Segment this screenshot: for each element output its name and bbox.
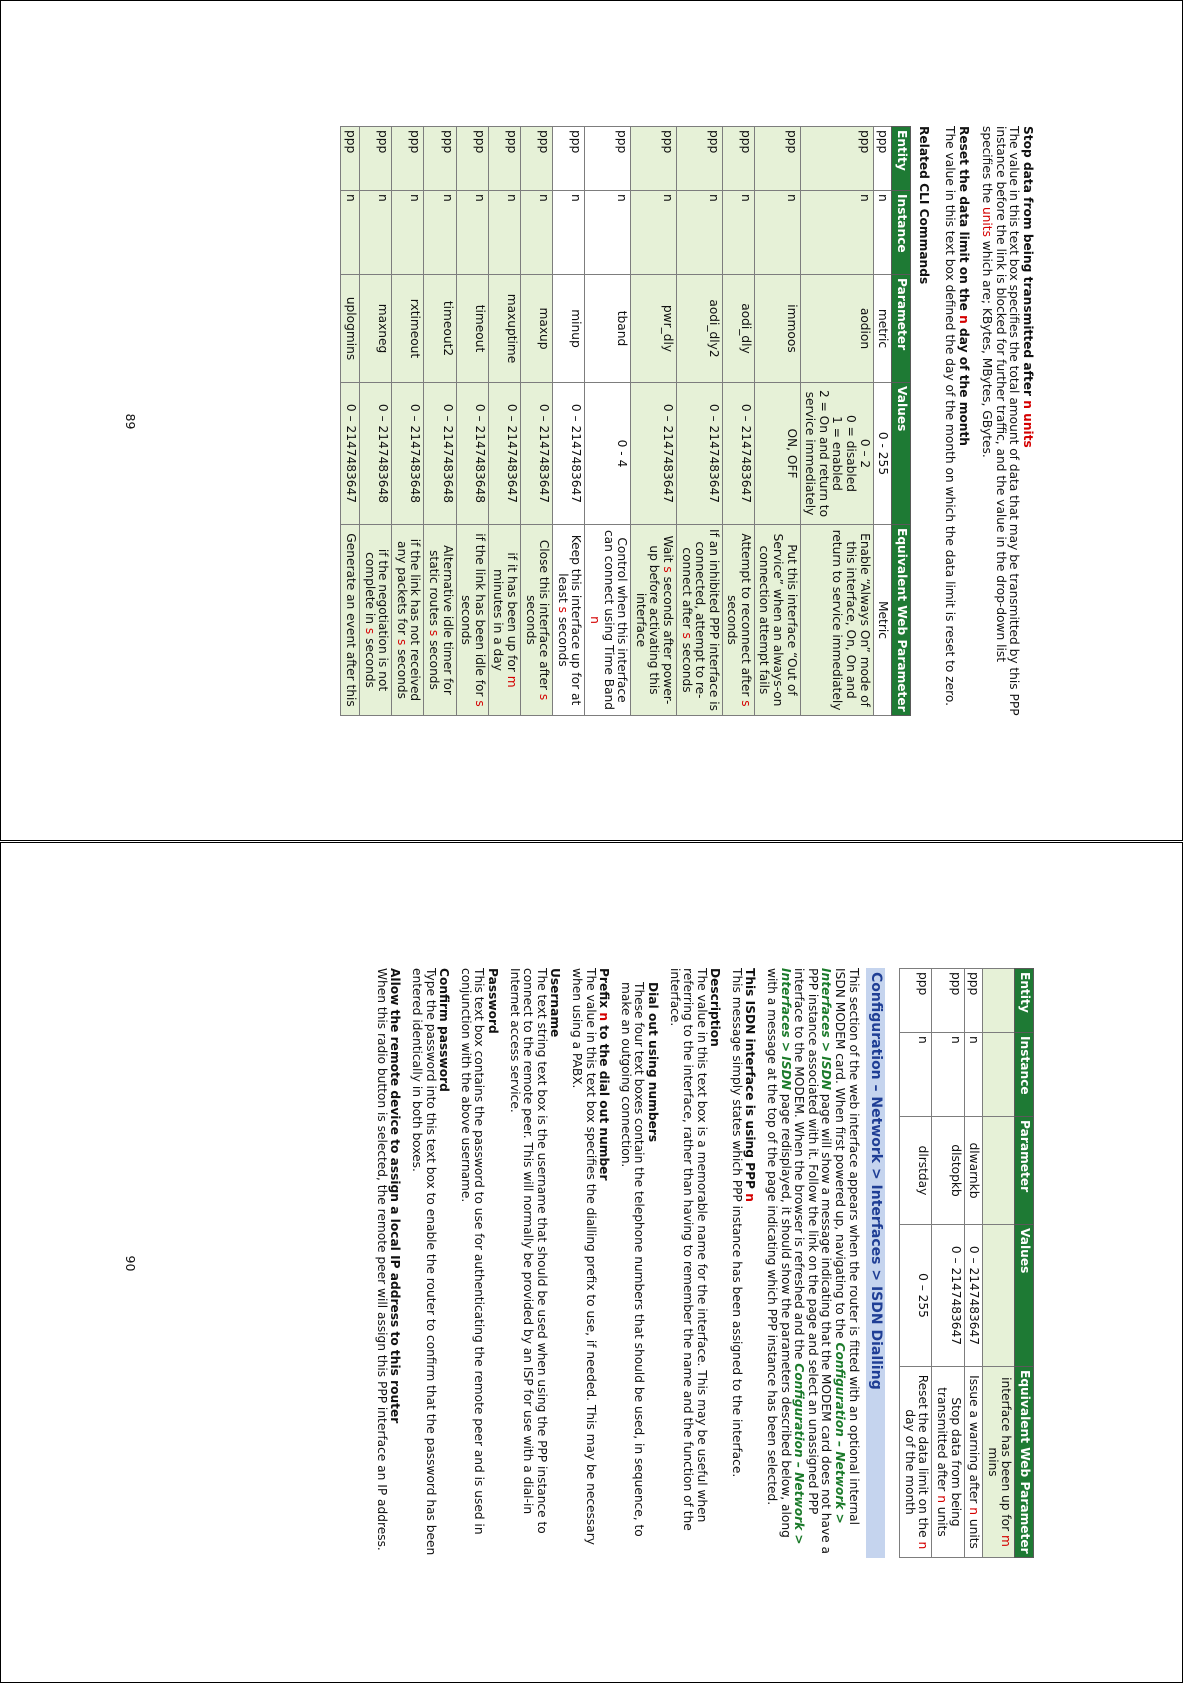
web-parameter-text: mins [985, 1447, 1000, 1477]
dialout-block [618, 982, 659, 1558]
cell-values [964, 1225, 983, 1367]
web-parameter-text: seconds [555, 613, 570, 667]
header-instance: Instance [1015, 1033, 1034, 1117]
cell-entity: ppp [964, 969, 983, 1033]
cell-entity: ppp [553, 127, 585, 191]
cell-web-parameter [488, 525, 520, 716]
header-web-parameter: Equivalent Web Parameter [892, 525, 911, 716]
cell-values [585, 383, 631, 525]
cell-parameter: pwr_dly [631, 275, 677, 383]
web-parameter-text: interface has been up for [999, 1377, 1014, 1536]
isdn-ppp-body: This message simply states which PPP instance has been assigned to the interface. [729, 968, 744, 1478]
stop-data-title-var: n [1021, 400, 1035, 409]
cell-value-line: 0 – 2 [857, 438, 872, 469]
reset-limit-title-var: n [956, 315, 971, 324]
web-parameter-text: s [537, 693, 552, 701]
web-parameter-text: Metric [876, 601, 891, 639]
cell-web-parameter [553, 525, 585, 716]
cell-web-parameter [424, 525, 456, 716]
web-parameter-text: Stop data from being transmitted after [935, 1387, 963, 1527]
web-parameter-text: seconds [362, 634, 377, 688]
web-parameter-text: seconds [427, 636, 442, 690]
allow-remote-ip-body: When this radio button is selected, the remote peer will assign this PPP interface an IP address. [374, 968, 389, 1551]
cell-values [631, 383, 677, 525]
cell-parameter: tband [585, 275, 631, 383]
web-parameter-text: minutes in a day [491, 569, 506, 671]
cell-values [488, 383, 520, 525]
cell-values [754, 383, 800, 525]
table-header-row [892, 127, 911, 716]
description-body: The value in this text box is a memorable name for the interface. This may be useful when referring to the interface, rather than having to remember the name and the function of the interface. [667, 968, 709, 1531]
cell-entity: ppp [631, 127, 677, 191]
cli-table-body [341, 127, 892, 716]
cell-value-line: 0 – 2147483648 [440, 403, 455, 504]
web-parameter-text: s [555, 606, 570, 613]
cell-parameter: timeout2 [424, 275, 456, 383]
cell-values [341, 383, 360, 525]
cell-entity: ppp [521, 127, 553, 191]
prefix-body: The value in this text box specifies the dialling prefix to use, if needed. This may be necessary when using a PABX. [569, 968, 598, 1545]
cell-parameter: dlwarnkb [964, 1117, 983, 1225]
cell-instance: n [631, 191, 677, 275]
cell-values [456, 383, 488, 525]
page-89-content [340, 126, 1034, 716]
cell-web-parameter [676, 525, 722, 716]
web-parameter-text: Wait [660, 535, 675, 567]
username-title: Username [548, 968, 563, 1038]
stop-data-body [980, 126, 1021, 716]
web-parameter-text: Reset the data limit on the [916, 1374, 931, 1542]
cell-web-parameter [456, 525, 488, 716]
cell-values [521, 383, 553, 525]
cell-instance: n [722, 191, 754, 275]
page-89-frame [0, 0, 1183, 841]
web-parameter-text: Keep this interface up for at least [555, 534, 584, 706]
web-parameter-text: s [472, 700, 487, 707]
cell-values [800, 383, 873, 525]
cell-instance: n [932, 1033, 964, 1117]
cell-web-parameter [722, 525, 754, 716]
cell-web-parameter [873, 525, 892, 716]
cell-entity: ppp [932, 969, 964, 1033]
cell-value-line: ON, OFF [784, 428, 799, 479]
table-row [900, 969, 932, 1558]
cli-table-body [900, 969, 1015, 1558]
cell-values [722, 383, 754, 525]
stop-data-body-text: The value in this text box specifies the total amount of data that may be transmitted by this PPP instance before the link is blocked for further traffic, and the value in the drop-down list specifies the [980, 126, 1022, 716]
cell-entity: ppp [722, 127, 754, 191]
table-row [676, 127, 722, 716]
cell-instance: n [341, 191, 360, 275]
web-parameter-text: seconds [523, 595, 538, 645]
web-parameter-text: Control when this interface can connect using Time Band [601, 529, 630, 710]
cell-instance: n [392, 191, 424, 275]
web-parameter-text: n [935, 1495, 950, 1503]
cell-web-parameter [521, 525, 553, 716]
cell-instance: n [424, 191, 456, 275]
cell-values [873, 383, 892, 525]
prefix-title-text: Prefix [597, 968, 612, 1013]
cell-entity: ppp [392, 127, 424, 191]
web-parameter-text: seconds [459, 595, 474, 645]
cell-instance: n [964, 1033, 983, 1117]
reset-limit-title [956, 126, 970, 716]
table-row [553, 127, 585, 716]
cell-entity: ppp [424, 127, 456, 191]
web-parameter-text: s [738, 700, 753, 707]
cell-values [983, 1225, 1015, 1367]
cell-value-line: 0 – 2147483648 [408, 403, 423, 504]
header-parameter: Parameter [892, 275, 911, 383]
web-parameter-text: seconds [725, 595, 740, 645]
cell-values [424, 383, 456, 525]
cell-entity: ppp [754, 127, 800, 191]
isdn-page-link[interactable]: Configuration – Network > Interfaces > ISDN [819, 968, 848, 1524]
cell-parameter: maxuptime [488, 275, 520, 383]
cell-instance [983, 1033, 1015, 1117]
stop-data-title-post: units [1021, 408, 1035, 448]
isdn-intro-text: page redisplayed, it should show the parameters described below, along with a message at the top of the page indicating which PPP instance has been selected. [765, 968, 793, 1538]
cell-value-line: 0 – 2147483647 [706, 403, 721, 504]
web-parameter-text: Attempt to reconnect after [738, 533, 753, 701]
isdn-page-link[interactable]: Configuration – Network > Interfaces > ISDN [778, 968, 807, 1545]
web-parameter-text: Enable “Always On” mode of this interface, On, On and return to service immediately [830, 529, 872, 711]
table-row [722, 127, 754, 716]
cli-commands-table [340, 126, 910, 716]
cell-value-line: 0 – 2147483647 [660, 403, 675, 504]
cell-values [900, 1225, 932, 1367]
cell-parameter: timeout [456, 275, 488, 383]
page-90 [1, 843, 1183, 1683]
table-row [424, 127, 456, 716]
description-title: Description [708, 968, 723, 1047]
cell-web-parameter [585, 525, 631, 716]
web-parameter-text: s [362, 627, 377, 635]
cell-value-line: 0 – 2147483647 [948, 1245, 963, 1346]
cli-commands-heading: Related CLI Commands [917, 126, 932, 285]
reset-limit-definition [942, 126, 969, 716]
cell-instance: n [800, 191, 873, 275]
cell-instance: n [360, 191, 392, 275]
web-parameter-text: n [967, 1507, 982, 1515]
table-row [341, 127, 360, 716]
header-instance: Instance [892, 191, 911, 275]
web-parameter-text: m [999, 1535, 1014, 1547]
cell-values [360, 383, 392, 525]
cell-web-parameter [800, 525, 873, 716]
cell-value-line: 0 – 2147483647 [569, 403, 584, 504]
table-header-row [1015, 969, 1034, 1558]
table-row [360, 127, 392, 716]
cell-entity: ppp [800, 127, 873, 191]
header-web-parameter: Equivalent Web Parameter [1015, 1367, 1034, 1558]
web-parameter-text: s [427, 629, 442, 637]
web-parameter-text: Close this interface after [537, 539, 552, 694]
isdn-intro-text: page will show a message indicating that the MODEM card does not have a PPP instance associated with it. Follow the link on the page and select an unassigned PPP interface to the MODEM. When the browser is refreshed and the [792, 968, 834, 1555]
table-row [983, 969, 1015, 1558]
cell-parameter: dlstopkb [932, 1117, 964, 1225]
cell-parameter: aodi_dly2 [676, 275, 722, 383]
cell-parameter: immoos [754, 275, 800, 383]
cell-value-line: 2 = On and return to service immediately [803, 389, 831, 518]
table-row [585, 127, 631, 716]
table-row [754, 127, 800, 716]
cell-parameter: maxneg [360, 275, 392, 383]
cell-parameter: metric [873, 275, 892, 383]
cell-value-line: 1 = enabled [830, 416, 845, 491]
cell-web-parameter [964, 1367, 983, 1558]
cell-web-parameter [900, 1367, 932, 1558]
cell-value-line: 0 = disabled [844, 414, 859, 492]
cell-values [392, 383, 424, 525]
cell-value-line: 0 – 2147483648 [472, 403, 487, 504]
isdn-section-heading: Configuration – Network > Interfaces > ISDN Dialling [866, 968, 886, 1558]
table-row [932, 969, 964, 1558]
cell-value-line: 0 – 2147483647 [738, 403, 753, 504]
stop-data-title [1020, 126, 1034, 716]
header-values: Values [892, 383, 911, 525]
web-parameter-text: units [935, 1502, 950, 1537]
confirm-password-title: Confirm password [437, 968, 452, 1092]
dialout-body: These four text boxes contain the telephone numbers that should be used, in sequence, to make an outgoing connection. [618, 982, 647, 1537]
web-parameter-text: m [505, 675, 519, 688]
cell-instance: n [488, 191, 520, 275]
cell-instance: n [754, 191, 800, 275]
cell-entity: ppp [360, 127, 392, 191]
cell-parameter: minup [553, 275, 585, 383]
web-parameter-text: n [916, 1541, 931, 1550]
cell-values [932, 1225, 964, 1367]
web-parameter-text: s [660, 566, 675, 573]
table-row [456, 127, 488, 716]
web-parameter-text: seconds after power-up before activating this interface [633, 545, 675, 705]
allow-remote-ip-title: Allow the remote device to assign a local IP address to this router [388, 968, 403, 1424]
stop-data-body-var: units [980, 206, 995, 237]
cell-entity [983, 969, 1015, 1033]
table-row [631, 127, 677, 716]
table-row [800, 127, 873, 716]
cell-value-line: 0 - 255 [876, 431, 891, 476]
stop-data-definition [980, 126, 1034, 716]
cell-values [676, 383, 722, 525]
web-parameter-text: If an inhibited PPP interface is connected, attempt to re-connect after [679, 529, 721, 711]
table-row [488, 127, 520, 716]
isdn-intro-paragraph [765, 968, 860, 1558]
web-parameter-text: Put this interface “Out of Service” when an always-on connection attempt fails [757, 533, 799, 707]
web-parameter-text: seconds [394, 645, 409, 699]
cell-instance: n [456, 191, 488, 275]
cell-web-parameter [983, 1367, 1015, 1558]
page-90-content [374, 968, 1034, 1558]
cell-value-line: 0 – 2147483647 [967, 1245, 982, 1346]
web-parameter-text: if the link has been idle for [472, 533, 487, 701]
page-number: 89 [123, 413, 138, 430]
cell-parameter: aodion [800, 275, 873, 383]
prefix-title-post: to the dial out number [597, 1021, 612, 1181]
cell-web-parameter [360, 525, 392, 716]
cell-value-line: 0 – 2147483647 [537, 403, 552, 504]
web-parameter-text: Issue a warning after [967, 1375, 982, 1508]
cell-entity: ppp [341, 127, 360, 191]
cell-instance: n [521, 191, 553, 275]
cell-instance: n [900, 1033, 932, 1117]
isdn-intro-text: This section of the web interface appears when the router is fitted with an optional internal ISDN MODEM card. When first powered up, navigating to the [833, 968, 861, 1526]
cell-parameter [983, 1117, 1015, 1225]
cell-web-parameter [754, 525, 800, 716]
isdn-ppp-title [743, 968, 757, 1558]
cell-entity: ppp [585, 127, 631, 191]
cell-instance: n [553, 191, 585, 275]
isdn-ppp-title-text: This ISDN interface is using PPP [743, 968, 758, 1194]
cell-parameter: maxup [521, 275, 553, 383]
cell-entity: ppp [456, 127, 488, 191]
reset-limit-title-text: Reset the data limit on the [956, 126, 971, 316]
cell-web-parameter [932, 1367, 964, 1558]
cell-parameter: uplogmins [341, 275, 360, 383]
web-parameter-text: if the link has not received any packets for [394, 538, 423, 702]
page-90-frame [0, 842, 1183, 1683]
web-parameter-text: if the negotiation is not complete in [362, 548, 391, 692]
header-values: Values [1015, 1225, 1034, 1367]
web-parameter-text: n [587, 616, 602, 624]
cell-value-line: 0 - 4 [615, 439, 630, 468]
cell-value-line: 0 – 2147483647 [505, 403, 519, 504]
web-parameter-text: units [967, 1515, 982, 1549]
reset-limit-body-text: The value in this text box defined the day of the month on which the data limit is reset to zero. [943, 126, 958, 706]
cell-web-parameter [392, 525, 424, 716]
username-body: The text string text box is the username that should be used when using the PPP instance to connect to the remote peer. This will normally be provided by an ISP for use with a dial-in Internet access service. [507, 968, 549, 1534]
header-entity: Entity [892, 127, 911, 191]
web-parameter-text: seconds [679, 638, 694, 693]
cell-instance: n [676, 191, 722, 275]
cell-entity: ppp [676, 127, 722, 191]
table-row [964, 969, 983, 1558]
header-parameter: Parameter [1015, 1117, 1034, 1225]
prefix-title-var: n [597, 1012, 612, 1022]
header-entity: Entity [1015, 969, 1034, 1033]
isdn-ppp-title-var: n [743, 1193, 758, 1202]
cell-parameter: dlrstday [900, 1117, 932, 1225]
cell-value-line: 0 – 255 [916, 1273, 931, 1318]
cell-entity: ppp [900, 969, 932, 1033]
prefix-title [597, 968, 611, 1558]
cell-instance: n [585, 191, 631, 275]
web-parameter-text: if it has been up for [505, 552, 519, 676]
cell-parameter: rxtimeout [392, 275, 424, 383]
cell-web-parameter [631, 525, 677, 716]
cell-value-line: 0 – 2147483648 [376, 403, 391, 504]
password-body: This text box contains the password to use for authenticating the remote peer and is used in conjunction with the above username. [458, 968, 487, 1535]
reset-limit-body [942, 126, 956, 716]
password-title: Password [486, 968, 500, 1034]
dialout-title: Dial out using numbers [645, 982, 660, 1143]
cli-commands-table-continued [899, 968, 1034, 1558]
reset-limit-title-post: day of the month [956, 323, 971, 446]
cell-instance: n [873, 191, 892, 275]
cell-parameter: aodi_dly [722, 275, 754, 383]
page-number: 90 [123, 1255, 138, 1272]
cell-entity: ppp [488, 127, 520, 191]
cell-values [553, 383, 585, 525]
cell-value-line: 0 – 2147483647 [344, 403, 359, 504]
stop-data-body-post: which are; KBytes, MBytes, GBytes. [980, 236, 995, 458]
page-89 [1, 1, 1183, 841]
table-row [873, 127, 892, 716]
table-row [392, 127, 424, 716]
web-parameter-text: Alternative idle timer for static routes [427, 545, 455, 695]
table-row [521, 127, 553, 716]
web-parameter-text: s [679, 632, 694, 639]
web-parameter-text: day of the month [902, 1409, 917, 1515]
confirm-password-body: Type the password into this text box to enable the router to confirm that the password has been entered identically in both boxes. [410, 968, 438, 1556]
web-parameter-text: Generate an event after this [344, 533, 359, 707]
web-parameter-text: s [394, 638, 409, 646]
cell-entity: ppp [873, 127, 892, 191]
cell-web-parameter [341, 525, 360, 716]
stop-data-title-text: Stop data from being transmitted after [1021, 126, 1035, 401]
